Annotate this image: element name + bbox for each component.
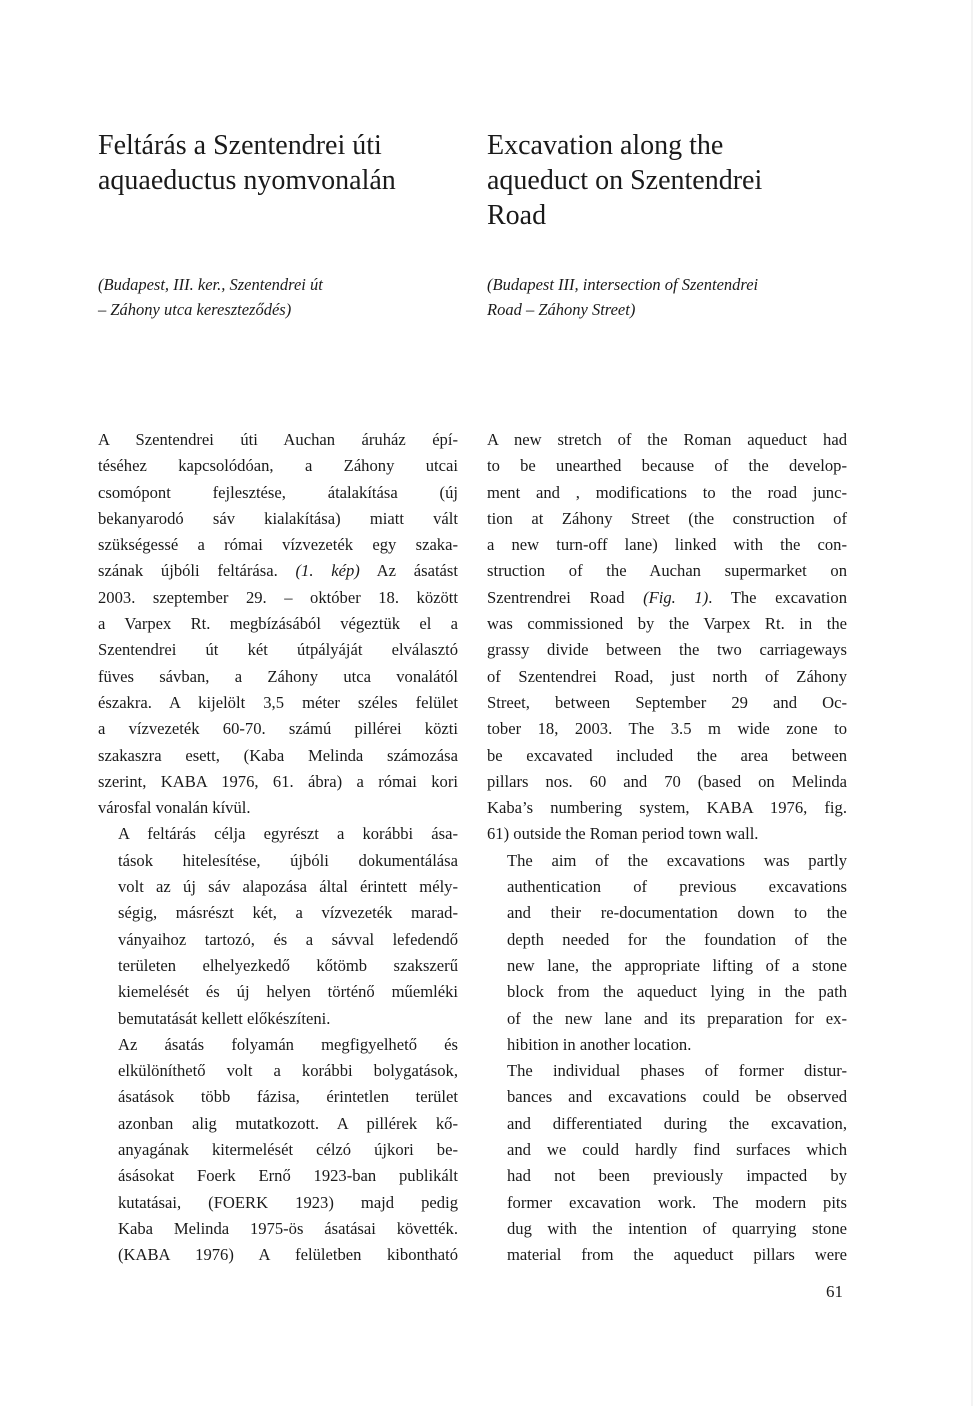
- text-line: bances and excavations could be observed: [507, 1087, 847, 1107]
- text-line: struction of the Auchan supermarket on: [487, 561, 847, 581]
- text-line: szakaszra esett, (Kaba Melinda számozása: [98, 745, 458, 765]
- text-line: ségig, másrészt két, a vízvezeték marad-: [118, 903, 458, 923]
- text-line: 61) outside the Roman period town wall.: [487, 824, 759, 844]
- paragraph: [487, 848, 847, 1058]
- text-line: and we could hardly find surfaces which: [507, 1140, 847, 1160]
- text-line: Kaba’s numbering system, KABA 1976, fig.: [487, 798, 847, 818]
- text-line: ásásokat Foerk Ernő 1923-ban publikált: [118, 1166, 458, 1186]
- text-line: was commissioned by the Varpex Rt. in the: [487, 614, 847, 634]
- text-line: material from the aqueduct pillars were: [507, 1245, 847, 1265]
- text-line: (KABA 1976) A felületben kibontható: [118, 1245, 458, 1265]
- text-line: and their re-documentation down to the: [507, 903, 847, 923]
- text-line: Street, between September 29 and Oc-: [487, 692, 847, 712]
- text-line: had not been previously impacted by: [507, 1166, 847, 1186]
- text-line: csomópont fejlesztése, átalakítása (új: [98, 482, 458, 502]
- text-line: a Varpex Rt. megbízásából végeztük el a: [98, 614, 458, 634]
- paragraph: [98, 427, 458, 821]
- subtitle-hungarian: (Budapest, III. ker., Szentendrei út – Záhony utca kereszteződés): [98, 275, 323, 319]
- paragraph: [487, 1058, 847, 1268]
- text-line: block from the aqueduct lying in the path: [507, 982, 847, 1002]
- text-line: Szentrendrei Road (Fig. 1). The excavation: [487, 587, 847, 607]
- text-line: Szentendrei út két útpályáját elválasztó: [98, 640, 458, 660]
- text-line: bekanyarodó sáv kialakítása) miatt vált: [98, 508, 458, 528]
- text-line: A new stretch of the Roman aqueduct had: [487, 430, 847, 449]
- text-line: Az ásatás folyamán megfigyelhető és: [118, 1034, 458, 1054]
- text-line: former excavation work. The modern pits: [507, 1192, 847, 1212]
- text-line: dug with the intention of quarrying stone: [507, 1218, 847, 1238]
- text-line: bemutatását kellett előkészíteni.: [118, 1008, 331, 1028]
- text-line: tober 18, 2003. The 3.5 m wide zone to: [487, 719, 847, 739]
- text-line: elkülöníthető volt a korábbi bolygatások,: [118, 1061, 458, 1081]
- text-line: The aim of the excavations was partly: [507, 850, 847, 870]
- text-line: északra. A kijelölt 3,5 méter széles felület: [98, 692, 458, 712]
- subtitle-english: (Budapest III, intersection of Szentendrei Road – Záhony Street): [487, 275, 759, 319]
- text-line: kiemelését és új helyen történő műemléki: [118, 982, 458, 1002]
- text-line: szának újbóli feltárása. (1. kép) Az ásatást: [98, 561, 458, 581]
- title-english: Excavation along the aqueduct on Szentendrei Road: [487, 130, 763, 231]
- text-line: téséhez kapcsolódóan, a Záhony utcai: [98, 456, 458, 476]
- text-line: városfal vonalán kívül.: [98, 798, 251, 818]
- text-line: 2003. szeptember 29. – október 18. között: [98, 587, 458, 607]
- page-number: 61: [826, 1282, 843, 1301]
- text-line: füves sávban, a Záhony utca vonalától: [98, 666, 458, 686]
- text-line: hibition in another location.: [507, 1034, 692, 1054]
- text-line: szükségessé a római vízvezeték egy szaka-: [98, 535, 458, 555]
- text-line: Kaba Melinda 1975-ös ásatásai követték.: [118, 1218, 458, 1238]
- text-line: azonban alig mutatkozott. A pillérek kő-: [118, 1113, 458, 1133]
- text-line: of the new lane and its preparation for ex-: [507, 1008, 847, 1028]
- text-line: grassy divide between the two carriageways: [487, 640, 847, 660]
- text-line: tások hitelesítése, újbóli dokumentálása: [118, 850, 458, 870]
- text-line: pillars nos. 60 and 70 (based on Melinda: [487, 771, 847, 791]
- text-line: and differentiated during the excavation,: [507, 1113, 847, 1133]
- text-line: a vízvezeték 60-70. számú pillérei közti: [98, 719, 458, 739]
- text-line: területen elhelyezkedő kőtömb szakszerű: [118, 955, 458, 975]
- text-line: szerint, KABA 1976, 61. ábra) a római kori: [98, 771, 458, 791]
- text-line: depth needed for the foundation of the: [507, 929, 847, 949]
- text-line: A feltárás célja egyrészt a korábbi ása-: [118, 824, 458, 844]
- text-line: anyagának kitermelését célzó újkori be-: [118, 1140, 458, 1160]
- text-line: tion at Záhony Street (the construction of: [487, 508, 847, 528]
- title-hungarian: Feltárás a Szentendrei úti aquaeductus nyomvonalán: [98, 130, 396, 196]
- paragraph: [487, 427, 847, 848]
- text-line: a new turn-off lane) linked with the con-: [487, 535, 847, 555]
- text-line: be excavated included the area between: [487, 745, 847, 765]
- text-line: A Szentendrei úti Auchan áruház épí-: [98, 430, 458, 449]
- body-hungarian: [98, 427, 458, 1269]
- body-english: [487, 427, 847, 1269]
- text-line: kutatásai, (FOERK 1923) majd pedig: [118, 1192, 458, 1212]
- paragraph: [98, 1032, 458, 1269]
- text-line: The individual phases of former distur-: [507, 1061, 847, 1081]
- text-line: volt az új sáv alapozása által érintett mély-: [118, 877, 458, 897]
- text-line: new lane, the appropriate lifting of a stone: [507, 955, 847, 975]
- text-line: authentication of previous excavations: [507, 877, 847, 897]
- text-line: to be unearthed because of the develop-: [487, 456, 847, 476]
- paragraph: [98, 821, 458, 1031]
- text-line: ment and , modifications to the road junc-: [487, 482, 847, 502]
- text-line: ásatások több fázisa, érintetlen terület: [118, 1087, 458, 1107]
- text-line: ványaihoz tartozó, és a sávval lefedendő: [118, 929, 458, 949]
- text-line: of Szentendrei Road, just north of Záhony: [487, 666, 847, 686]
